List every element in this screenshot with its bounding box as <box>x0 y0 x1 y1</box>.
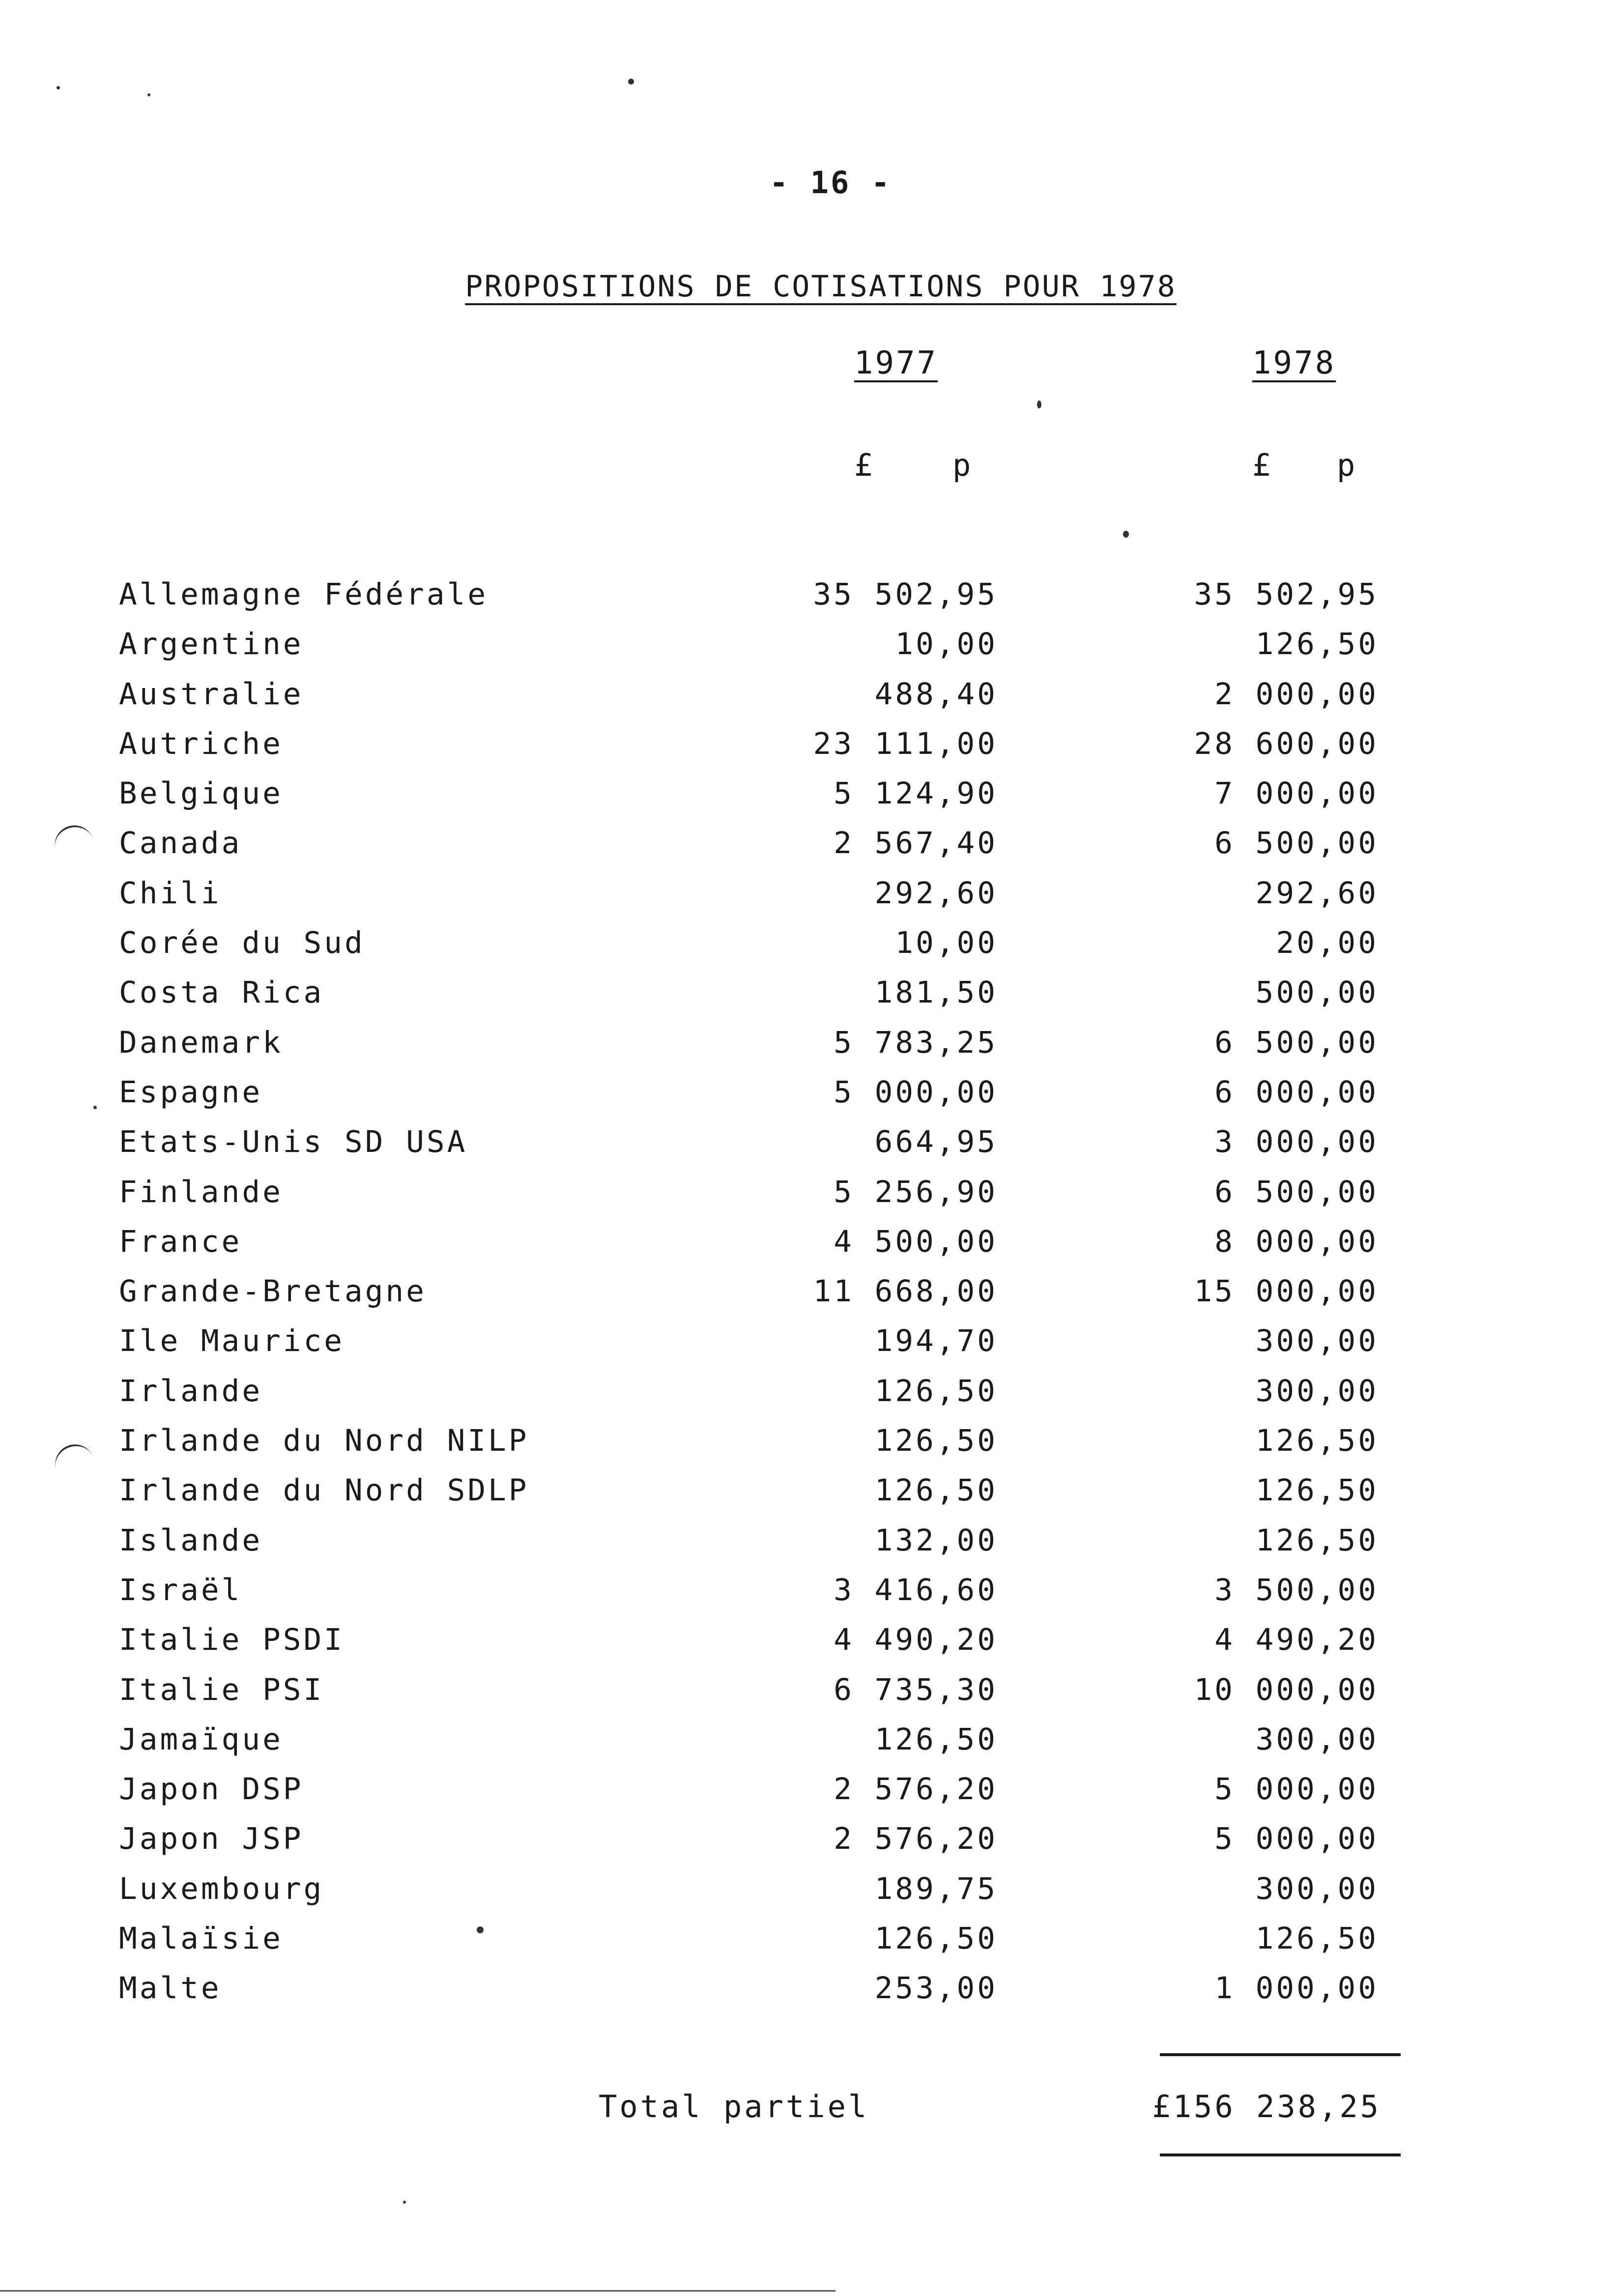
amount-1977: 6 735,30 <box>834 1672 998 1707</box>
amount-1977: 126,50 <box>874 1423 998 1459</box>
scan-speck <box>1037 401 1041 408</box>
table-row <box>0 1068 1612 1118</box>
column-header-1978: 1978 <box>1252 345 1336 381</box>
country-name: France <box>119 1224 242 1259</box>
amount-1978: 300,00 <box>1255 1722 1379 1757</box>
table-row <box>0 918 1612 968</box>
country-name: Danemark <box>119 1025 283 1060</box>
country-name: Ile Maurice <box>119 1323 345 1359</box>
country-name: Canada <box>119 826 242 861</box>
column-header-1977: 1977 <box>854 345 938 381</box>
unit-pound-1978: £ <box>1252 447 1271 483</box>
amount-1978: 5 000,00 <box>1214 1772 1379 1807</box>
amount-1978: 6 500,00 <box>1214 1025 1379 1060</box>
amount-1977: 488,40 <box>874 676 998 712</box>
amount-1977: 2 576,20 <box>834 1821 998 1857</box>
country-name: Chili <box>119 875 222 911</box>
country-name: Italie PSI <box>119 1672 324 1707</box>
table-row <box>0 1317 1612 1366</box>
amount-1978: 4 490,20 <box>1214 1622 1379 1658</box>
amount-1978: 126,50 <box>1255 1423 1379 1459</box>
amount-1978: 300,00 <box>1255 1373 1379 1408</box>
scan-speck <box>403 2201 406 2204</box>
amount-1977: 664,95 <box>874 1124 998 1160</box>
amount-1977: 3 416,60 <box>834 1572 998 1607</box>
table-row <box>0 670 1612 719</box>
page-number: - 16 - <box>770 165 892 201</box>
amount-1977: 35 502,95 <box>813 577 998 612</box>
country-name: Malte <box>119 1971 222 2006</box>
unit-pence-1978: p <box>1337 447 1355 483</box>
country-name: Finlande <box>119 1174 283 1209</box>
amount-1977: 126,50 <box>874 1722 998 1757</box>
table-row <box>0 1665 1612 1715</box>
country-name: Malaïsie <box>119 1921 283 1956</box>
amount-1977: 4 490,20 <box>834 1622 998 1658</box>
amount-1977: 126,50 <box>874 1921 998 1956</box>
country-name: Grande-Bretagne <box>119 1274 427 1309</box>
table-row <box>0 570 1612 620</box>
table-row <box>0 1416 1612 1466</box>
table-row <box>0 1466 1612 1516</box>
scan-speck <box>147 93 150 96</box>
table-row <box>0 1914 1612 1964</box>
table-row <box>0 1168 1612 1217</box>
country-name: Irlande du Nord SDLP <box>119 1473 529 1508</box>
country-name: Argentine <box>119 627 304 662</box>
amount-1977: 181,50 <box>874 975 998 1010</box>
amount-1978: 6 000,00 <box>1214 1074 1379 1110</box>
country-name: Jamaïque <box>119 1722 283 1757</box>
country-name: Italie PSDI <box>119 1622 345 1658</box>
amount-1978: 126,50 <box>1255 1921 1379 1956</box>
amount-1978: 500,00 <box>1255 975 1379 1010</box>
amount-1977: 2 567,40 <box>834 826 998 861</box>
amount-1978: 126,50 <box>1255 627 1379 662</box>
amount-1977: 4 500,00 <box>834 1224 998 1259</box>
amount-1978: 8 000,00 <box>1214 1224 1379 1259</box>
country-name: Autriche <box>119 726 283 761</box>
table-row <box>0 769 1612 819</box>
total-rule-top <box>1160 2053 1401 2056</box>
document-title: PROPOSITIONS DE COTISATIONS POUR 1978 <box>465 269 1177 304</box>
table-row <box>0 819 1612 868</box>
amount-1978: 28 600,00 <box>1194 726 1379 761</box>
table-row <box>0 1566 1612 1615</box>
amount-1978: 3 000,00 <box>1214 1124 1379 1160</box>
scan-speck <box>628 79 634 85</box>
total-label: Total partiel <box>599 2089 869 2124</box>
scan-edge-line <box>0 2290 835 2292</box>
country-name: Belgique <box>119 776 283 811</box>
unit-pound-1977: £ <box>854 447 873 483</box>
table-row <box>0 719 1612 769</box>
amount-1977: 126,50 <box>874 1373 998 1408</box>
amount-1978: 6 500,00 <box>1214 826 1379 861</box>
amount-1978: 292,60 <box>1255 875 1379 911</box>
country-name: Allemagne Fédérale <box>119 577 489 612</box>
amount-1977: 5 124,90 <box>834 776 998 811</box>
table-row <box>0 1217 1612 1267</box>
amount-1977: 5 256,90 <box>834 1174 998 1209</box>
country-name: Islande <box>119 1522 263 1558</box>
amount-1977: 189,75 <box>874 1871 998 1906</box>
country-name: Corée du Sud <box>119 925 365 961</box>
table-row <box>0 620 1612 669</box>
amount-1977: 2 576,20 <box>834 1772 998 1807</box>
table-row <box>0 1715 1612 1765</box>
amount-1978: 126,50 <box>1255 1522 1379 1558</box>
amount-1977: 23 111,00 <box>813 726 998 761</box>
country-name: Japon DSP <box>119 1772 304 1807</box>
amount-1978: 126,50 <box>1255 1473 1379 1508</box>
amount-1978: 300,00 <box>1255 1871 1379 1906</box>
table-row <box>0 1367 1612 1416</box>
table-row <box>0 869 1612 918</box>
amount-1977: 132,00 <box>874 1522 998 1558</box>
table-row <box>0 1814 1612 1864</box>
country-name: Costa Rica <box>119 975 324 1010</box>
total-rule-bottom <box>1160 2153 1401 2156</box>
table-row <box>0 968 1612 1018</box>
amount-1978: 1 000,00 <box>1214 1971 1379 2006</box>
amount-1978: 15 000,00 <box>1194 1274 1379 1309</box>
country-name: Irlande <box>119 1373 263 1408</box>
amount-1978: 3 500,00 <box>1214 1572 1379 1607</box>
country-name: Irlande du Nord NILP <box>119 1423 529 1459</box>
country-name: Australie <box>119 676 304 712</box>
amount-1977: 10,00 <box>895 925 998 961</box>
amount-1977: 126,50 <box>874 1473 998 1508</box>
scan-speck <box>57 86 60 89</box>
amount-1978: 10 000,00 <box>1194 1672 1379 1707</box>
amount-1977: 194,70 <box>874 1323 998 1359</box>
scan-speck <box>93 1106 97 1109</box>
table-row <box>0 1118 1612 1167</box>
country-name: Japon JSP <box>119 1821 304 1857</box>
country-name: Etats-Unis SD USA <box>119 1124 468 1160</box>
amount-1977: 5 000,00 <box>834 1074 998 1110</box>
country-name: Luxembourg <box>119 1871 324 1906</box>
amount-1978: 2 000,00 <box>1214 676 1379 712</box>
amount-1978: 5 000,00 <box>1214 1821 1379 1857</box>
table-row <box>0 1018 1612 1068</box>
amount-1977: 292,60 <box>874 875 998 911</box>
amount-1978: 20,00 <box>1276 925 1379 961</box>
country-name: Israël <box>119 1572 242 1607</box>
amount-1978: 7 000,00 <box>1214 776 1379 811</box>
table-row <box>0 1267 1612 1317</box>
amount-1977: 5 783,25 <box>834 1025 998 1060</box>
contribution-table <box>0 570 1612 2014</box>
table-row <box>0 1964 1612 2013</box>
country-name: Espagne <box>119 1074 263 1110</box>
table-row <box>0 1516 1612 1566</box>
amount-1977: 253,00 <box>874 1971 998 2006</box>
amount-1977: 11 668,00 <box>813 1274 998 1309</box>
table-row <box>0 1615 1612 1665</box>
table-row <box>0 1865 1612 1914</box>
scan-speck <box>1123 531 1129 538</box>
scan-speck <box>477 1926 484 1933</box>
amount-1978: 6 500,00 <box>1214 1174 1379 1209</box>
amount-1977: 10,00 <box>895 627 998 662</box>
unit-pence-1977: p <box>952 447 971 483</box>
table-row <box>0 1765 1612 1814</box>
amount-1978: 300,00 <box>1255 1323 1379 1359</box>
total-value: £156 238,25 <box>1152 2089 1381 2124</box>
amount-1978: 35 502,95 <box>1194 577 1379 612</box>
